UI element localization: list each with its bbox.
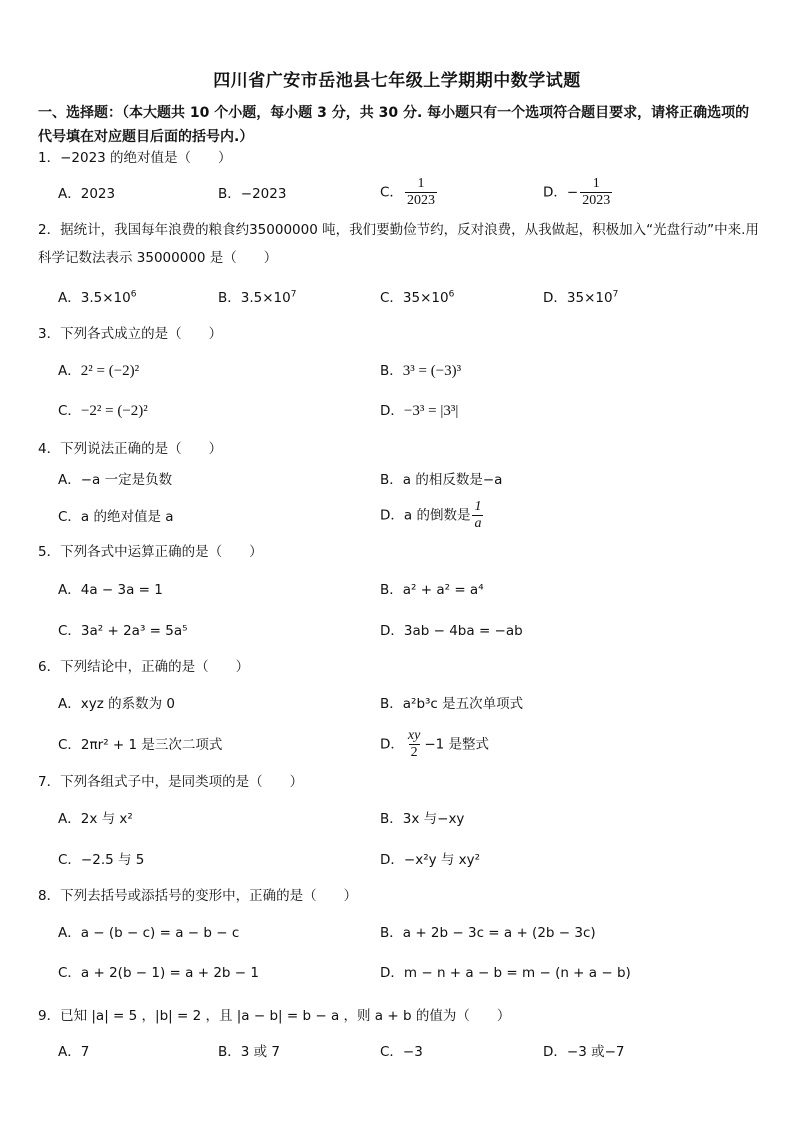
question-2-stem: 2．据统计，我国每年浪费的粮食约35000000 吨，我们要勤俭节约，反对浪费，从我做起，积极加入“光盘行动”中来.用科学记数法表示 35000000 是（ ） [38,222,759,266]
fraction [472,499,483,532]
question-8-option-a[interactable]: A．a − (b − c) = a − b − c [58,925,240,941]
option-label: C． [58,403,81,419]
question-2-option-c[interactable] [380,289,454,307]
fraction-numerator: 1 [592,176,600,191]
option-tail: −1 是整式 [424,736,490,753]
question-8-option-d[interactable]: D．m − n + a − b = m − (n + a − b) [380,965,631,981]
question-5-stem: 5．下列各式中运算正确的是（ ） [38,544,263,560]
fraction-numerator: xy [407,728,421,743]
option-label: D． [380,736,404,753]
question-4-option-a[interactable]: A．−a 一定是负数 [58,472,173,488]
question-5-option-d[interactable]: D．3ab − 4ba = −ab [380,623,523,639]
section-heading: 一、选择题：（本大题共 10 个小题，每小题 3 分，共 30 分. 每小题只有一个选项符合题目要求，请将正确选项的代号填在对应题目后面的括号内.） [38,105,750,145]
question-9-option-a[interactable]: A．7 [58,1044,90,1060]
question-9-stem: 9．已知 |a| = 5 ，|b| = 2 ，且 |a − b| = b − a ，则 a + b 的值为（ ） [38,1008,511,1024]
question-8-option-b[interactable]: B．a + 2b − 3c = a + (2b − 3c) [380,925,596,941]
fraction-denominator: 2 [410,745,418,760]
fraction-numerator: 1 [417,176,425,191]
fraction [405,176,437,209]
option-text: D．35×10 [543,290,613,306]
exponent: 6 [130,289,137,300]
question-4-option-b[interactable]: B．a 的相反数是−a [380,472,503,488]
question-1-stem: 1．−2023 的绝对值是（ ） [38,150,232,166]
question-3-option-c[interactable] [58,402,148,420]
math-expression: 2² = (−2)² [80,363,140,379]
question-5-option-c[interactable]: C．3a² + 2a³ = 5a⁵ [58,623,188,639]
question-6-option-a[interactable]: A．xyz 的系数为 0 [58,696,175,712]
fraction [406,728,422,761]
exponent: 7 [290,289,297,300]
question-7-option-a[interactable]: A．2x 与 x² [58,811,133,827]
option-text: B．3.5×10 [218,290,291,306]
option-label: D．a 的倒数是 [380,507,471,524]
math-expression: −2² = (−2)² [80,403,148,419]
question-6-option-d[interactable] [380,728,489,761]
question-3-stem: 3．下列各式成立的是（ ） [38,326,223,342]
fraction-denominator: 2023 [582,193,611,208]
question-3-option-a[interactable] [58,362,139,380]
fraction-denominator: 2023 [406,193,435,208]
question-7-option-d[interactable]: D．−x²y 与 xy² [380,852,481,868]
question-7-stem: 7．下列各组式子中，是同类项的是（ ） [38,774,304,790]
question-1-option-a[interactable]: A．2023 [58,186,116,202]
math-expression: −3³ = |3³| [403,403,459,419]
question-4-option-d[interactable] [380,499,485,532]
exponent: 7 [612,289,619,300]
question-6-stem: 6．下列结论中，正确的是（ ） [38,659,250,675]
option-label: C． [380,184,403,201]
question-8-option-c[interactable]: C．a + 2(b − 1) = a + 2b − 1 [58,965,259,981]
question-2-option-b[interactable] [218,289,296,307]
question-7-option-c[interactable]: C．−2.5 与 5 [58,852,145,868]
question-1-option-d[interactable] [543,176,614,209]
fraction [580,176,612,209]
question-9-option-c[interactable]: C．−3 [380,1044,423,1060]
question-3-option-b[interactable] [380,362,461,380]
option-label: D． [380,403,404,419]
question-5-option-b[interactable]: B．a² + a² = a⁴ [380,582,484,598]
question-4-option-c[interactable]: C．a 的绝对值是 a [58,509,174,525]
question-9-option-b[interactable]: B．3 或 7 [218,1044,281,1060]
option-text: A．3.5×10 [58,290,131,306]
exponent: 6 [448,289,455,300]
question-3-option-d[interactable] [380,402,458,420]
question-7-option-b[interactable]: B．3x 与−xy [380,811,465,827]
question-6-option-c[interactable]: C．2πr² + 1 是三次二项式 [58,737,223,753]
question-6-option-b[interactable]: B．a²b³c 是五次单项式 [380,696,524,712]
question-1-option-c[interactable] [380,176,439,209]
fraction-denominator: a [474,516,482,531]
option-text: C．35×10 [380,290,449,306]
question-1-option-b[interactable]: B．−2023 [218,186,287,202]
question-2-option-a[interactable] [58,289,136,307]
math-expression: 3³ = (−3)³ [402,363,462,379]
option-label: D．− [543,184,579,201]
option-label: A． [58,363,81,379]
fraction-numerator: 1 [474,499,482,514]
page-title: 四川省广安市岳池县七年级上学期期中数学试题 [213,71,581,91]
question-4-stem: 4．下列说法正确的是（ ） [38,441,223,457]
question-9-option-d[interactable]: D．−3 或−7 [543,1044,625,1060]
question-2-option-d[interactable] [543,289,618,307]
question-8-stem: 8．下列去括号或添括号的变形中，正确的是（ ） [38,888,358,904]
option-label: B． [380,363,403,379]
question-5-option-a[interactable]: A．4a − 3a = 1 [58,582,163,598]
